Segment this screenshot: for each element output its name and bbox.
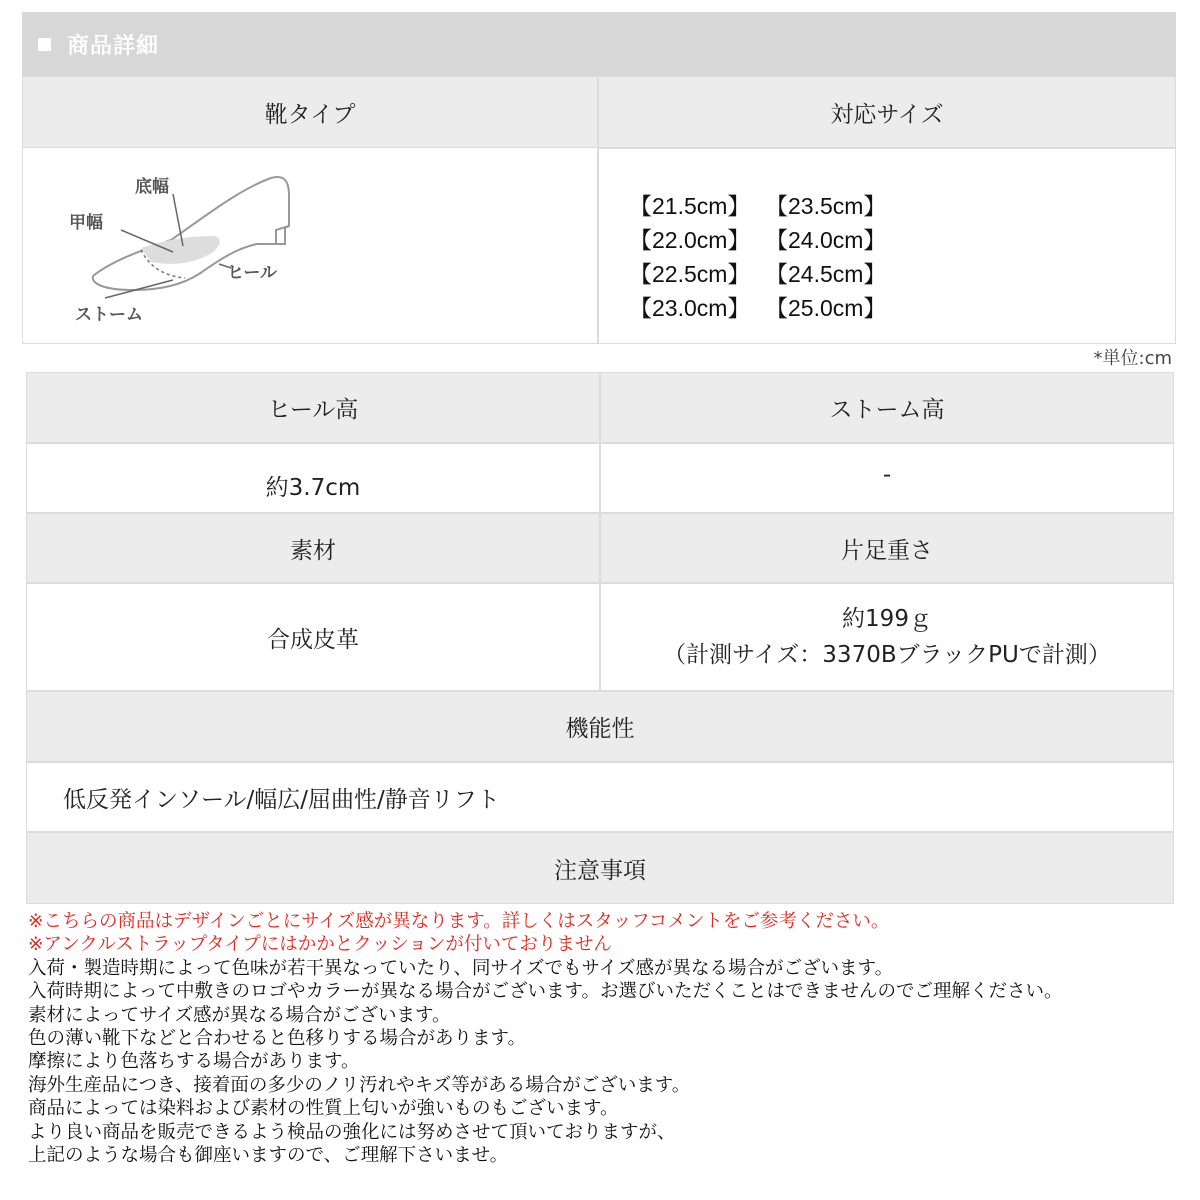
heel-height-label: ヒール高 (267, 397, 359, 423)
sizes-label: 対応サイズ (830, 101, 944, 128)
material-value: 合成皮革 (267, 626, 359, 653)
size-row (629, 189, 1175, 223)
shoe-diagram-icon (23, 148, 599, 344)
size-list (598, 148, 1176, 344)
size-value: 【23.5cm】 (765, 193, 887, 219)
label-storm: ストーム (75, 305, 143, 325)
size-value: 【24.5cm】 (765, 261, 887, 287)
function-value-cell (26, 762, 1174, 832)
size-value: 【24.0cm】 (765, 227, 887, 253)
sizes-header (598, 76, 1176, 148)
function-value: 低反発インソール/幅広/屈曲性/静音リフト (63, 786, 500, 813)
size-row (629, 291, 1175, 325)
note-line-red: ※アンクルストラップタイプにはかかとクッションが付いておりません (28, 934, 612, 956)
note-line: 入荷時期によって中敷きのロゴやカラーが異なる場合がございます。お選びいただくことはできませんのでご理解ください。 (28, 981, 1063, 1003)
storm-height-value: - (882, 462, 892, 488)
note-line: 素材によってサイズ感が異なる場合がございます。 (28, 1004, 451, 1026)
notes-list (28, 910, 1196, 1167)
section-title: 商品詳細 (67, 33, 160, 59)
section-header (22, 12, 1176, 76)
size-value: 【22.5cm】 (629, 261, 751, 287)
note-line: 色の薄い靴下などと合わせると色移りする場合があります。 (28, 1028, 527, 1050)
label-kouhaba: 甲幅 (69, 213, 103, 233)
shoe-type-label: 靴タイプ (264, 101, 356, 128)
material-header (26, 513, 600, 583)
size-row (629, 223, 1175, 257)
note-line: 海外生産品につき、接着面の多少のノリ汚れやキズ等がある場合がございます。 (28, 1074, 691, 1096)
size-value: 【21.5cm】 (629, 193, 751, 219)
material-label: 素材 (290, 537, 336, 564)
weight-label: 片足重さ (841, 537, 933, 564)
material-value-cell (26, 583, 600, 691)
square-bullet-icon (38, 38, 51, 51)
weight-value: 約199ｇ (842, 606, 932, 632)
note-line: 商品によっては染料および素材の性質上匂いが強いものもございます。 (28, 1098, 619, 1120)
note-line: 上記のような場合も御座いますので、ご理解下さいませ。 (28, 1145, 509, 1167)
note-line: 摩擦により色落ちする場合があります。 (28, 1051, 360, 1073)
note-line: より良い商品を販売できるよう検品の強化には努めさせて頂いておりますが、 (28, 1121, 676, 1143)
notes-label: 注意事項 (554, 857, 646, 884)
heel-height-value: 約3.7cm (265, 474, 361, 501)
storm-height-label: ストーム高 (829, 397, 945, 423)
note-line: 入荷・製造時期によって色味が若干異なっていたり、同サイズでもサイズ感が異なる場合がございます。 (28, 957, 894, 979)
note-line-red: ※こちらの商品はデザインごとにサイズ感が異なります。詳しくはスタッフコメントをご参考ください。 (28, 911, 890, 932)
weight-note: （計測サイズ：3370BブラックPUで計測） (663, 642, 1111, 668)
weight-header (600, 513, 1174, 583)
size-value: 【23.0cm】 (629, 295, 751, 321)
shoe-diagram-cell (22, 148, 598, 344)
storm-height-value-cell (600, 443, 1174, 513)
label-heel: ヒール (227, 263, 277, 283)
size-value: 【25.0cm】 (765, 295, 887, 321)
heel-height-value-cell (26, 443, 600, 513)
unit-note: *単位:cm (1093, 348, 1172, 369)
heel-height-header (26, 372, 600, 443)
function-label: 機能性 (565, 716, 635, 742)
storm-height-header (600, 372, 1174, 443)
shoe-type-header (22, 76, 598, 148)
weight-value-cell (600, 583, 1174, 691)
size-row (629, 257, 1175, 291)
notes-header (26, 832, 1174, 904)
function-header (26, 691, 1174, 762)
size-value: 【22.0cm】 (629, 227, 751, 253)
label-sokohaba: 底幅 (135, 177, 169, 197)
